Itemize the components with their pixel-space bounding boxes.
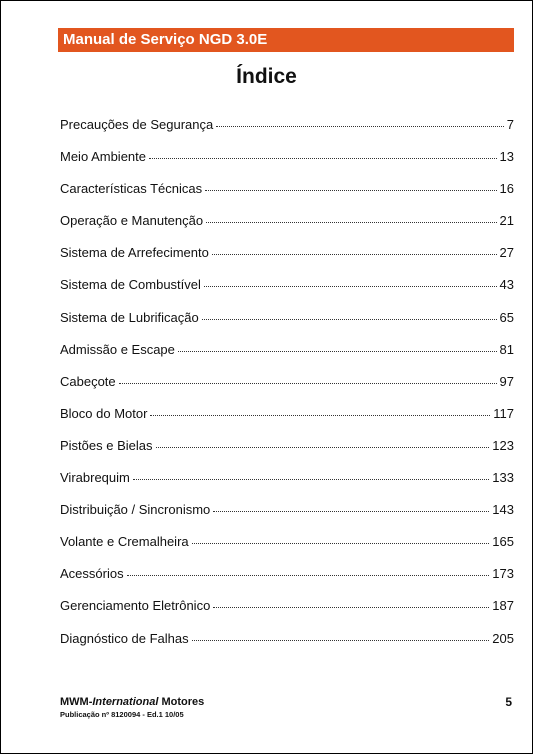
toc-entry[interactable] bbox=[60, 117, 514, 149]
toc-entry[interactable] bbox=[60, 342, 514, 374]
toc-entry-label: Virabrequim bbox=[60, 470, 130, 486]
toc-dot-leader bbox=[192, 640, 490, 641]
toc-dot-leader bbox=[150, 415, 490, 416]
toc-entry-page: 165 bbox=[492, 534, 514, 550]
toc-entry-label: Precauções de Segurança bbox=[60, 117, 214, 132]
toc-dot-leader bbox=[127, 575, 490, 576]
toc-entry[interactable] bbox=[60, 310, 514, 342]
table-of-contents bbox=[60, 117, 514, 663]
toc-entry[interactable] bbox=[60, 245, 514, 277]
toc-entry-page: 16 bbox=[499, 181, 514, 197]
toc-entry[interactable] bbox=[60, 566, 514, 598]
toc-entry-label: Sistema de Lubrificação bbox=[60, 309, 199, 325]
toc-dot-leader bbox=[119, 383, 497, 384]
toc-dot-leader bbox=[212, 254, 497, 255]
toc-entry-page: 187 bbox=[492, 598, 514, 614]
toc-entry-label: Volante e Cremalheira bbox=[60, 534, 189, 550]
toc-entry-label: Características Técnicas bbox=[60, 181, 203, 197]
toc-entry-page: 43 bbox=[499, 277, 514, 293]
toc-entry-page: 143 bbox=[492, 502, 514, 518]
toc-entry-label: Sistema de Arrefecimento bbox=[60, 245, 209, 261]
toc-entry[interactable] bbox=[60, 470, 514, 502]
toc-entry[interactable] bbox=[60, 534, 514, 566]
toc-dot-leader bbox=[156, 447, 490, 448]
toc-entry-page: 81 bbox=[499, 341, 514, 357]
toc-entry-label: Bloco do Motor bbox=[60, 405, 148, 421]
header-bar bbox=[58, 28, 514, 52]
toc-entry-page: 65 bbox=[499, 309, 514, 325]
toc-entry-page: 27 bbox=[499, 245, 514, 261]
toc-entry[interactable] bbox=[60, 149, 514, 181]
toc-entry-label: Sistema de Combustível bbox=[60, 277, 201, 293]
toc-entry-page: 123 bbox=[492, 437, 514, 453]
footer-left bbox=[60, 696, 204, 719]
toc-entry-page: 173 bbox=[492, 566, 514, 582]
toc-entry-label: Pistões e Bielas bbox=[60, 437, 153, 453]
toc-dot-leader bbox=[178, 351, 497, 352]
toc-dot-leader bbox=[205, 190, 496, 191]
toc-dot-leader bbox=[204, 286, 497, 287]
toc-dot-leader bbox=[213, 607, 489, 608]
toc-entry-label: Cabeçote bbox=[60, 373, 116, 389]
toc-entry-label: Gerenciamento Eletrônico bbox=[60, 598, 211, 614]
toc-entry-page: 205 bbox=[492, 630, 514, 646]
toc-dot-leader bbox=[206, 222, 496, 223]
toc-entry-label: Acessórios bbox=[60, 566, 124, 582]
toc-entry-page: 117 bbox=[493, 405, 514, 421]
toc-dot-leader bbox=[149, 158, 497, 159]
page-number: 5 bbox=[505, 695, 512, 709]
toc-entry[interactable] bbox=[60, 213, 514, 245]
toc-entry[interactable] bbox=[60, 406, 514, 438]
toc-entry[interactable] bbox=[60, 277, 514, 309]
toc-entry[interactable] bbox=[60, 598, 514, 630]
toc-dot-leader bbox=[192, 543, 490, 544]
toc-entry-page: 21 bbox=[499, 213, 514, 229]
toc-entry-page: 13 bbox=[499, 149, 514, 165]
toc-entry[interactable] bbox=[60, 631, 514, 663]
toc-entry-label: Admissão e Escape bbox=[60, 341, 175, 357]
footer-brand: MWM-International Motores bbox=[60, 696, 205, 708]
toc-entry[interactable] bbox=[60, 181, 514, 213]
toc-entry[interactable] bbox=[60, 374, 514, 406]
toc-entry-label: Distribuição / Sincronismo bbox=[60, 502, 211, 518]
toc-dot-leader bbox=[216, 126, 504, 127]
footer-publication: Publicação nº 8120094 - Ed.1 10/05 bbox=[60, 710, 184, 719]
toc-dot-leader bbox=[133, 479, 489, 480]
toc-dot-leader bbox=[202, 319, 497, 320]
toc-entry-label: Meio Ambiente bbox=[60, 149, 146, 165]
toc-entry-page: 97 bbox=[499, 373, 514, 389]
toc-entry-page: 133 bbox=[492, 470, 514, 486]
toc-entry-page: 7 bbox=[506, 117, 514, 132]
toc-entry[interactable] bbox=[60, 502, 514, 534]
index-title: Índice bbox=[236, 65, 297, 88]
toc-entry-label: Operação e Manutenção bbox=[60, 213, 204, 229]
toc-entry-label: Diagnóstico de Falhas bbox=[60, 630, 189, 646]
toc-dot-leader bbox=[213, 511, 489, 512]
manual-title: Manual de Serviço NGD 3.0E bbox=[63, 31, 268, 48]
toc-entry[interactable] bbox=[60, 438, 514, 470]
